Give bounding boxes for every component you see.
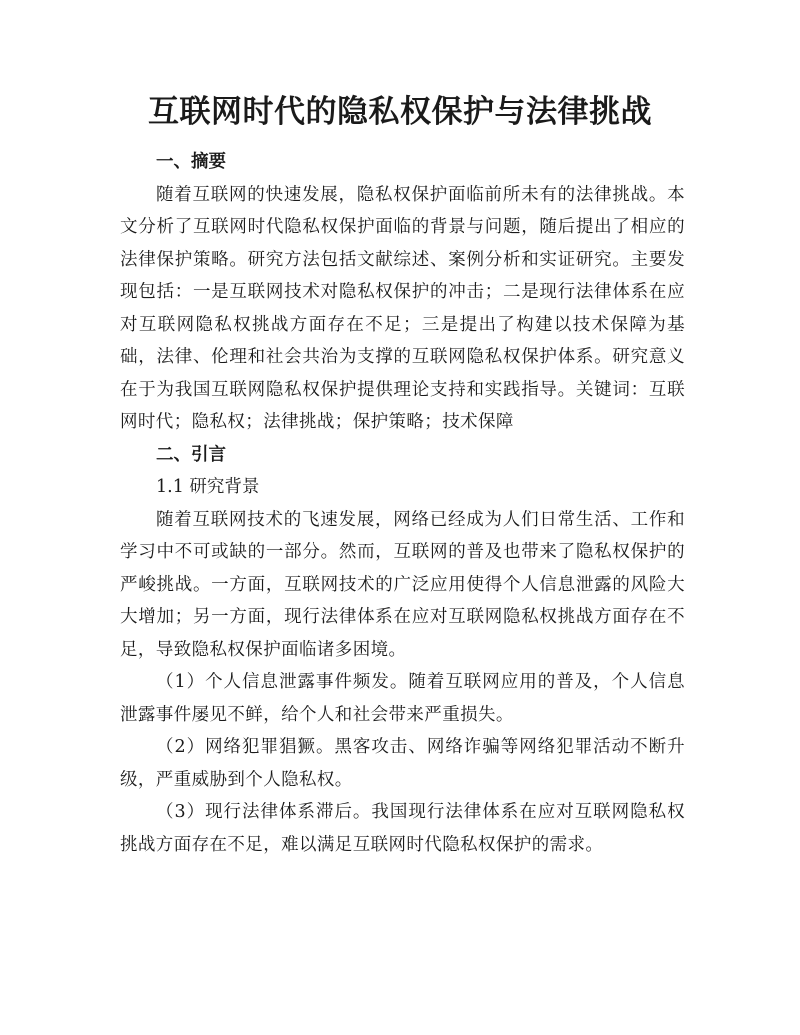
- abstract-paragraph: 随着互联网的快速发展，隐私权保护面临前所未有的法律挑战。本文分析了互联网时代隐私权保护面临的背景与问题，随后提出了相应的法律保护策略。研究方法包括文献综述、案例分析和实证研究。主要发现包括：一是互联网技术对隐私权保护的冲击；二是现行法律体系在应对互联网隐私权挑战方面存在不足；三是提出了构建以技术保障为基础，法律、伦理和社会共治为支撑的互联网隐私权保护体系。研究意义在于为我国互联网隐私权保护提供理论支持和实践指导。关键词：互联网时代；隐私权；法律挑战；保护策略；技术保障: [120, 184, 685, 432]
- background-paragraph: 随着互联网技术的飞速发展，网络已经成为人们日常生活、工作和学习中不可或缺的一部分。然而，互联网的普及也带来了隐私权保护的严峻挑战。一方面，互联网技术的广泛应用使得个人信息泄露的风险大大增加；另一方面，现行法律体系在应对互联网隐私权挑战方面存在不足，导致隐私权保护面临诸多困境。: [120, 509, 685, 660]
- document-body: [120, 146, 685, 861]
- intro-heading: 二、引言: [156, 444, 226, 465]
- section-heading-1-1: 1.1 研究背景: [156, 477, 260, 497]
- document-title: 互联网时代的隐私权保护与法律挑战: [148, 94, 652, 130]
- abstract-heading: 一、摘要: [156, 152, 226, 172]
- list-item-3: （3）现行法律体系滞后。我国现行法律体系在应对互联网隐私权挑战方面存在不足，难以满足互联网时代隐私权保护的需求。: [120, 802, 685, 855]
- list-item-2: （2）网络犯罪猖獗。黑客攻击、网络诈骗等网络犯罪活动不断升级，严重威胁到个人隐私权。: [120, 737, 685, 790]
- list-item-1: （1）个人信息泄露事件频发。随着互联网应用的普及，个人信息泄露事件屡见不鲜，给个人和社会带来严重损失。: [120, 672, 685, 725]
